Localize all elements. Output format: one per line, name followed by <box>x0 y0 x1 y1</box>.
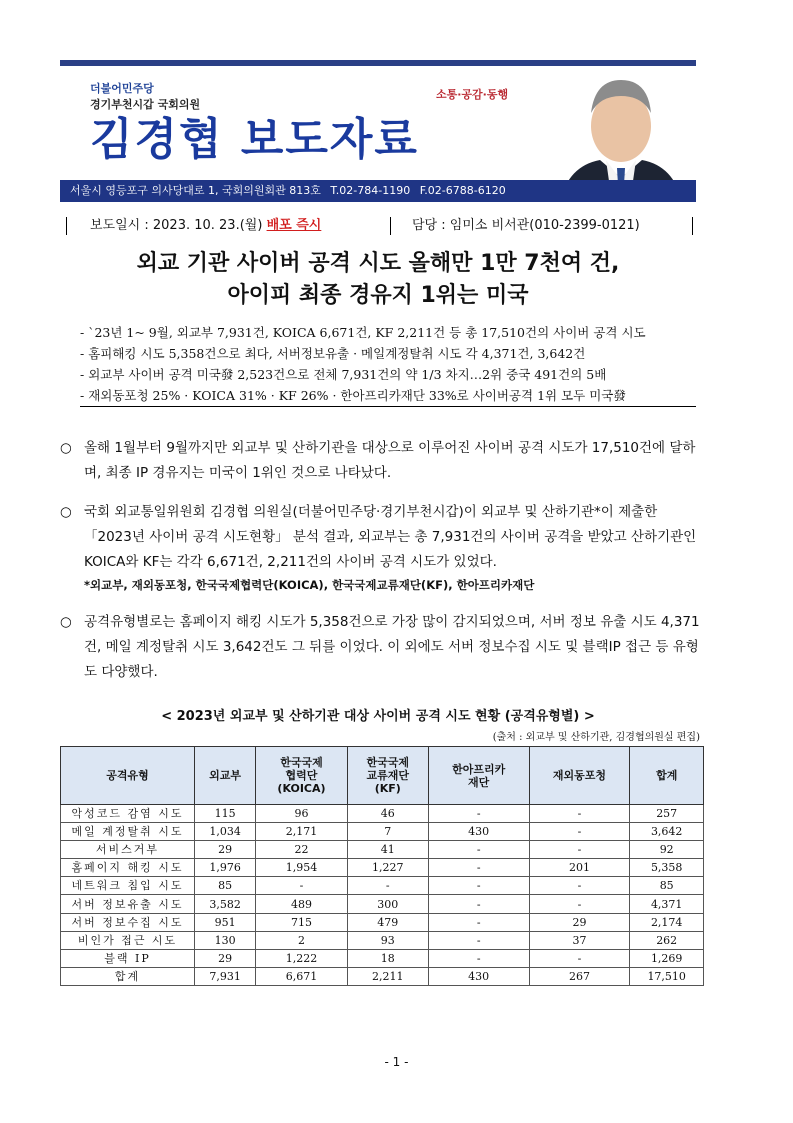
table-cell: 41 <box>347 841 428 859</box>
summary-list <box>80 322 700 407</box>
table-header-line: 공격유형 <box>106 769 149 782</box>
table-row <box>61 931 704 949</box>
table-row <box>61 805 704 823</box>
table-cell: 257 <box>630 805 704 823</box>
table-cell: - <box>347 877 428 895</box>
table-row <box>61 967 704 985</box>
table-header-line: 재단 <box>468 775 490 789</box>
office-address: 서울시 영등포구 의사당대로 1, 국회의원회관 813호 <box>70 184 321 197</box>
table-cell: 서버 정보유출 시도 <box>61 895 195 913</box>
release-contact: 담당 : 임미소 비서관(010-2399-0121) <box>412 218 640 233</box>
bullet-circle: ○ <box>60 504 72 520</box>
table-cell: 2 <box>256 931 347 949</box>
table-cell: 29 <box>529 913 630 931</box>
table-cell: 96 <box>256 805 347 823</box>
table-cell: 1,976 <box>195 859 256 877</box>
table-cell: 2,211 <box>347 967 428 985</box>
table-cell: 합계 <box>61 967 195 985</box>
paragraph-1 <box>60 436 700 486</box>
table-cell: 2,171 <box>256 823 347 841</box>
table-header-line: (KF) <box>374 782 401 795</box>
table-header-line: 한국국제 <box>366 756 409 769</box>
press-release-title: 김경협 보도자료 <box>90 114 419 165</box>
table-cell: 1,034 <box>195 823 256 841</box>
table-header-cell <box>195 747 256 805</box>
table-body <box>61 805 704 986</box>
table-cell: 92 <box>630 841 704 859</box>
table-cell: 4,371 <box>630 895 704 913</box>
footnote: *외교부, 재외동포청, 한국국제협력단(KOICA), 한국국제교류재단(KF), 한아프리카재단 <box>84 578 535 592</box>
table-cell: 18 <box>347 949 428 967</box>
table-header-line: 한국국제 <box>280 756 323 769</box>
table-cell: - <box>529 877 630 895</box>
table-header-line: 재외동포청 <box>552 769 607 782</box>
table-cell: - <box>428 949 529 967</box>
table-row <box>61 859 704 877</box>
table-cell: - <box>529 805 630 823</box>
office-phone: T.02-784-1190 <box>330 184 411 197</box>
district-label: 경기부천시갑 국회의원 <box>90 98 201 111</box>
table-cell: 430 <box>428 967 529 985</box>
table-header-cell <box>428 747 529 805</box>
table-cell: - <box>256 877 347 895</box>
table-cell: 악성코드 감염 시도 <box>61 805 195 823</box>
table-cell: 715 <box>256 913 347 931</box>
table-header-cell <box>529 747 630 805</box>
table-header-line: 협력단 <box>285 769 318 782</box>
table-cell: - <box>428 895 529 913</box>
table-cell: - <box>428 931 529 949</box>
table-cell: 300 <box>347 895 428 913</box>
headline <box>60 248 696 312</box>
table-cell: 1,222 <box>256 949 347 967</box>
table-cell: 46 <box>347 805 428 823</box>
page-number: - 1 - <box>384 1055 409 1069</box>
cyber-attack-table <box>60 746 704 986</box>
table-header-line: (KOICA) <box>277 782 326 795</box>
office-fax: F.02-6788-6120 <box>419 184 506 197</box>
release-info-row <box>60 215 696 237</box>
table-cell: 6,671 <box>256 967 347 985</box>
slogan: 소통·공감·동행 <box>436 88 509 101</box>
table-cell: - <box>529 841 630 859</box>
summary-item: - 재외동포청 25% · KOICA 31% · KF 26% · 한아프리카재단 33%로 사이버공격 1위 모두 미국發 <box>80 385 696 407</box>
table-cell: 201 <box>529 859 630 877</box>
paragraph-text: 국회 외교통일위원회 김경협 의원실(더불어민주당·경기부천시갑)이 외교부 및 산하기관*이 제출한 「2023년 사이버 공격 시도현황」 분석 결과, 외교부는 총 7,931건의 사이버 공격을 받았고 산하기관인 KOICA와 KF는 각각 6,671건, 2,211건의 사이버 공격 시도가 있었다. <box>84 504 697 570</box>
paragraph-2 <box>60 500 700 595</box>
table-cell: 951 <box>195 913 256 931</box>
table-cell: 홈페이지 해킹 시도 <box>61 859 195 877</box>
table-cell: 262 <box>630 931 704 949</box>
table-header-cell <box>630 747 704 805</box>
table-cell: 네트워크 침입 시도 <box>61 877 195 895</box>
release-date-text: 보도일시 : 2023. 10. 23.(월) <box>90 218 263 233</box>
bullet-circle: ○ <box>60 440 72 456</box>
table-cell: 서버 정보수집 시도 <box>61 913 195 931</box>
paragraph-text: 올해 1월부터 9월까지만 외교부 및 산하기관을 대상으로 이루어진 사이버 공격 시도가 17,510건에 달하며, 최종 IP 경유지는 미국이 1위인 것으로 나타났다. <box>84 440 696 481</box>
table-cell: 85 <box>630 877 704 895</box>
table-cell: - <box>529 895 630 913</box>
table-cell: - <box>428 859 529 877</box>
table-row <box>61 841 704 859</box>
table-header-line: 한아프리카 <box>452 762 506 776</box>
office-address-bar <box>60 180 696 202</box>
table-cell: 1,269 <box>630 949 704 967</box>
table-cell: - <box>529 949 630 967</box>
headline-line-2: 아이피 최종 경유지 1위는 미국 <box>227 283 529 308</box>
table-cell: 430 <box>428 823 529 841</box>
table-cell: 1,954 <box>256 859 347 877</box>
table-cell: 3,582 <box>195 895 256 913</box>
release-urgency: 배포 즉시 <box>266 218 322 233</box>
table-cell: 7,931 <box>195 967 256 985</box>
table-cell: 블랙 IP <box>61 949 195 967</box>
divider <box>390 217 391 235</box>
press-release-header <box>60 66 696 180</box>
table-cell: 메일 계정탈취 시도 <box>61 823 195 841</box>
table-cell: 130 <box>195 931 256 949</box>
summary-item: - 홈피해킹 시도 5,358건으로 최다, 서버정보유출 · 메일계정탈취 시도 각 4,371건, 3,642건 <box>80 346 586 361</box>
table-cell: 85 <box>195 877 256 895</box>
table-row <box>61 913 704 931</box>
bullet-circle: ○ <box>60 614 72 630</box>
headline-line-1: 외교 기관 사이버 공격 시도 올해만 1만 7천여 건, <box>136 251 620 276</box>
table-cell: 5,358 <box>630 859 704 877</box>
table-cell: - <box>529 823 630 841</box>
table-cell: 29 <box>195 841 256 859</box>
table-cell: 489 <box>256 895 347 913</box>
release-date <box>90 215 321 237</box>
table-cell: 서비스거부 <box>61 841 195 859</box>
table-cell: 2,174 <box>630 913 704 931</box>
table-row <box>61 949 704 967</box>
table-source: (출처 : 외교부 및 산하기관, 김경협의원실 편집) <box>492 732 700 743</box>
summary-item: - 외교부 사이버 공격 미국發 2,523건으로 전체 7,931건의 약 1/3 차지…2위 중국 491건의 5배 <box>80 367 607 382</box>
table-cell: 29 <box>195 949 256 967</box>
table-cell: 93 <box>347 931 428 949</box>
table-cell: - <box>428 877 529 895</box>
table-row <box>61 823 704 841</box>
table-cell: 7 <box>347 823 428 841</box>
table-cell: 479 <box>347 913 428 931</box>
table-header-line: 외교부 <box>209 769 242 782</box>
table-header-line: 교류재단 <box>366 769 409 782</box>
table-cell: - <box>428 841 529 859</box>
table-header-row <box>61 747 704 805</box>
table-row <box>61 895 704 913</box>
table-cell: 22 <box>256 841 347 859</box>
divider <box>692 217 693 235</box>
table-cell: - <box>428 805 529 823</box>
table-header-cell <box>61 747 195 805</box>
table-cell: 267 <box>529 967 630 985</box>
table-cell: 37 <box>529 931 630 949</box>
table-header-line: 합계 <box>656 769 678 782</box>
table-cell: - <box>428 913 529 931</box>
table-cell: 비인가 접근 시도 <box>61 931 195 949</box>
divider <box>66 217 67 235</box>
party-name: 더불어민주당 <box>90 82 154 95</box>
table-header-cell <box>347 747 428 805</box>
table-cell: 3,642 <box>630 823 704 841</box>
summary-item: - `23년 1~ 9월, 외교부 7,931건, KOICA 6,671건, KF 2,211건 등 총 17,510건의 사이버 공격 시도 <box>80 325 646 340</box>
table-cell: 115 <box>195 805 256 823</box>
table-cell: 1,227 <box>347 859 428 877</box>
table-row <box>61 877 704 895</box>
paragraph-text: 공격유형별로는 홈페이지 해킹 시도가 5,358건으로 가장 많이 감지되었으며, 서버 정보 유출 시도 4,371건, 메일 계정탈취 시도 3,642건도 그 뒤를 이었다. 이 외에도 서버 정보수집 시도 및 블랙IP 접근 등 유형도 다양했다. <box>84 614 700 680</box>
table-caption: < 2023년 외교부 및 산하기관 대상 사이버 공격 시도 현황 (공격유형별) > <box>161 709 595 724</box>
table-cell: 17,510 <box>630 967 704 985</box>
paragraph-3 <box>60 610 700 685</box>
table-header-cell <box>256 747 347 805</box>
